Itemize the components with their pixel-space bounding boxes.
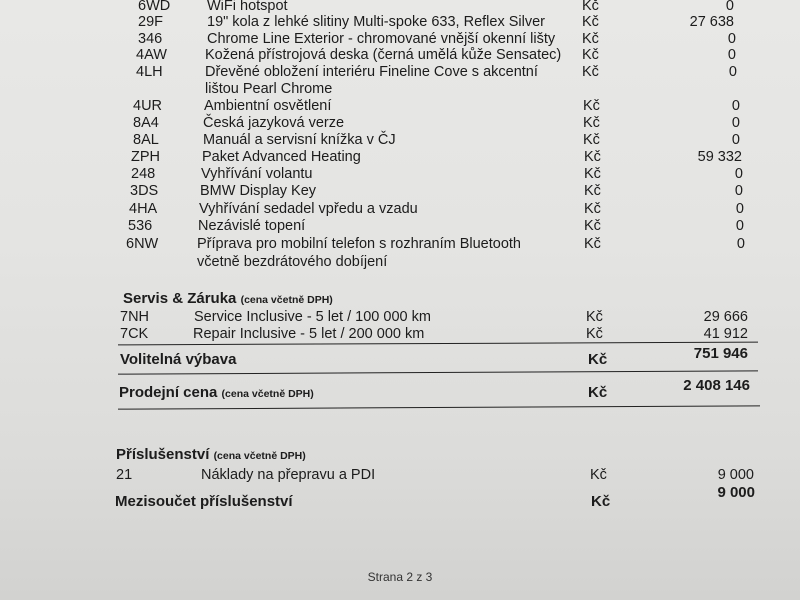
item-currency: Kč: [584, 183, 601, 199]
item-description: Česká jazyková verze: [203, 115, 345, 131]
sale-price-subtitle: (cena včetně DPH): [221, 388, 314, 400]
item-code: 4HA: [129, 201, 158, 217]
accessories-title: Příslušenství: [116, 446, 210, 463]
item-code: 6WD: [138, 0, 171, 14]
item-code: 6NW: [126, 236, 159, 252]
item-description: Náklady na přepravu a PDI: [201, 467, 376, 483]
item-amount: 0: [734, 183, 743, 199]
item-amount: 0: [728, 64, 737, 80]
item-description-continued: lištou Pearl Chrome: [205, 81, 333, 97]
list-item: [0, 182, 800, 200]
item-description: Ambientní osvětlení: [204, 98, 332, 114]
list-item: [0, 308, 800, 326]
item-currency: Kč: [582, 64, 599, 80]
item-description: Příprava pro mobilní telefon s rozhraním Bluetooth: [197, 236, 521, 252]
sale-price-title: Prodejní cena: [119, 384, 218, 401]
list-item: [0, 235, 800, 253]
item-currency: Kč: [586, 326, 603, 342]
item-code: 29F: [138, 14, 163, 30]
item-description: Dřevěné obložení interiéru Fineline Cove s akcentní: [205, 64, 538, 80]
item-description: BMW Display Key: [200, 183, 317, 199]
item-description: Paket Advanced Heating: [202, 149, 361, 165]
accessories-section-title: [116, 446, 306, 463]
item-amount: 0: [735, 201, 744, 217]
item-code: 4UR: [133, 98, 163, 114]
accessories-subtitle: (cena včetně DPH): [213, 450, 306, 462]
item-description: Service Inclusive - 5 let / 100 000 km: [194, 309, 431, 325]
item-description: WiFi hotspot: [207, 0, 288, 14]
divider: [118, 405, 760, 409]
optional-equipment-total-label: Volitelná výbava: [120, 351, 237, 368]
service-section-title: [123, 290, 333, 307]
item-code: 7CK: [120, 326, 149, 342]
item-currency: Kč: [584, 236, 601, 252]
item-amount: 0: [725, 0, 734, 14]
optional-equipment-total-amount: 751 946: [693, 345, 748, 362]
list-item: [0, 325, 800, 343]
list-item: [0, 13, 800, 31]
item-description: Nezávislé topení: [198, 218, 306, 234]
sale-price-amount: 2 408 146: [683, 377, 750, 394]
item-currency: Kč: [582, 14, 599, 30]
item-amount: 0: [735, 218, 744, 234]
item-code: 21: [116, 467, 133, 483]
item-currency: Kč: [590, 467, 607, 483]
item-amount: 0: [731, 98, 740, 114]
item-description: Manuál a servisní knížka v ČJ: [203, 132, 396, 148]
item-amount: 29 666: [703, 309, 748, 325]
item-code: 4LH: [136, 64, 163, 80]
sale-price-label: [119, 384, 314, 401]
accessories-subtotal-currency: Kč: [591, 493, 611, 510]
item-code: ZPH: [131, 149, 160, 165]
item-description: Vyhřívání sedadel vpředu a vzadu: [199, 201, 418, 217]
sale-price-currency: Kč: [588, 384, 608, 401]
item-currency: Kč: [586, 309, 603, 325]
item-description: 19" kola z lehké slitiny Multi-spoke 633, Reflex Silver: [207, 14, 545, 30]
item-currency: Kč: [582, 47, 599, 63]
accessories-subtotal-label: Mezisoučet příslušenství: [115, 493, 293, 510]
divider: [118, 370, 758, 374]
item-currency: Kč: [583, 132, 600, 148]
list-item: [0, 466, 800, 484]
list-item: [0, 200, 800, 218]
item-code: 8A4: [133, 115, 159, 131]
list-item: [0, 131, 800, 149]
item-amount: 0: [727, 31, 736, 47]
service-subtitle: (cena včetně DPH): [240, 294, 333, 306]
list-item: [0, 46, 800, 64]
item-description-continued: včetně bezdrátového dobíjení: [197, 254, 388, 270]
list-item: [0, 165, 800, 183]
page-number: Strana 2 z 3: [367, 570, 433, 584]
item-amount: 27 638: [689, 14, 734, 30]
item-currency: Kč: [582, 31, 599, 47]
optional-equipment-total-currency: Kč: [588, 351, 608, 368]
list-item: [0, 148, 800, 166]
list-item: [0, 63, 800, 81]
list-item: [0, 114, 800, 132]
item-currency: Kč: [583, 98, 600, 114]
item-currency: Kč: [584, 201, 601, 217]
item-code: 8AL: [133, 132, 159, 148]
item-code: 536: [128, 218, 153, 234]
item-amount: 0: [727, 47, 736, 63]
item-currency: Kč: [584, 218, 601, 234]
service-title: Servis & Záruka: [123, 290, 237, 307]
item-amount: 41 912: [703, 326, 748, 342]
item-currency: Kč: [584, 149, 601, 165]
item-description: Kožená přístrojová deska (černá umělá kůže Sensatec): [205, 47, 562, 63]
item-amount: 0: [731, 132, 740, 148]
accessories-subtotal-amount: 9 000: [717, 484, 755, 501]
item-code: 248: [131, 166, 156, 182]
item-currency: Kč: [584, 166, 601, 182]
item-amount: 59 332: [697, 149, 742, 165]
item-currency: Kč: [582, 0, 599, 14]
item-code: 4AW: [136, 47, 167, 63]
item-code: 3DS: [130, 183, 159, 199]
item-amount: 9 000: [717, 467, 754, 483]
item-currency: Kč: [583, 115, 600, 131]
item-amount: 0: [736, 236, 745, 252]
item-description: Repair Inclusive - 5 let / 200 000 km: [193, 326, 425, 342]
list-item: [0, 217, 800, 235]
item-amount: 0: [734, 166, 743, 182]
item-amount: 0: [731, 115, 740, 131]
item-description: Chrome Line Exterior - chromované vnější okenní lišty: [207, 31, 556, 47]
item-code: 346: [138, 31, 163, 47]
item-code: 7NH: [120, 309, 150, 325]
item-description: Vyhřívání volantu: [201, 166, 313, 182]
list-item: [0, 97, 800, 115]
